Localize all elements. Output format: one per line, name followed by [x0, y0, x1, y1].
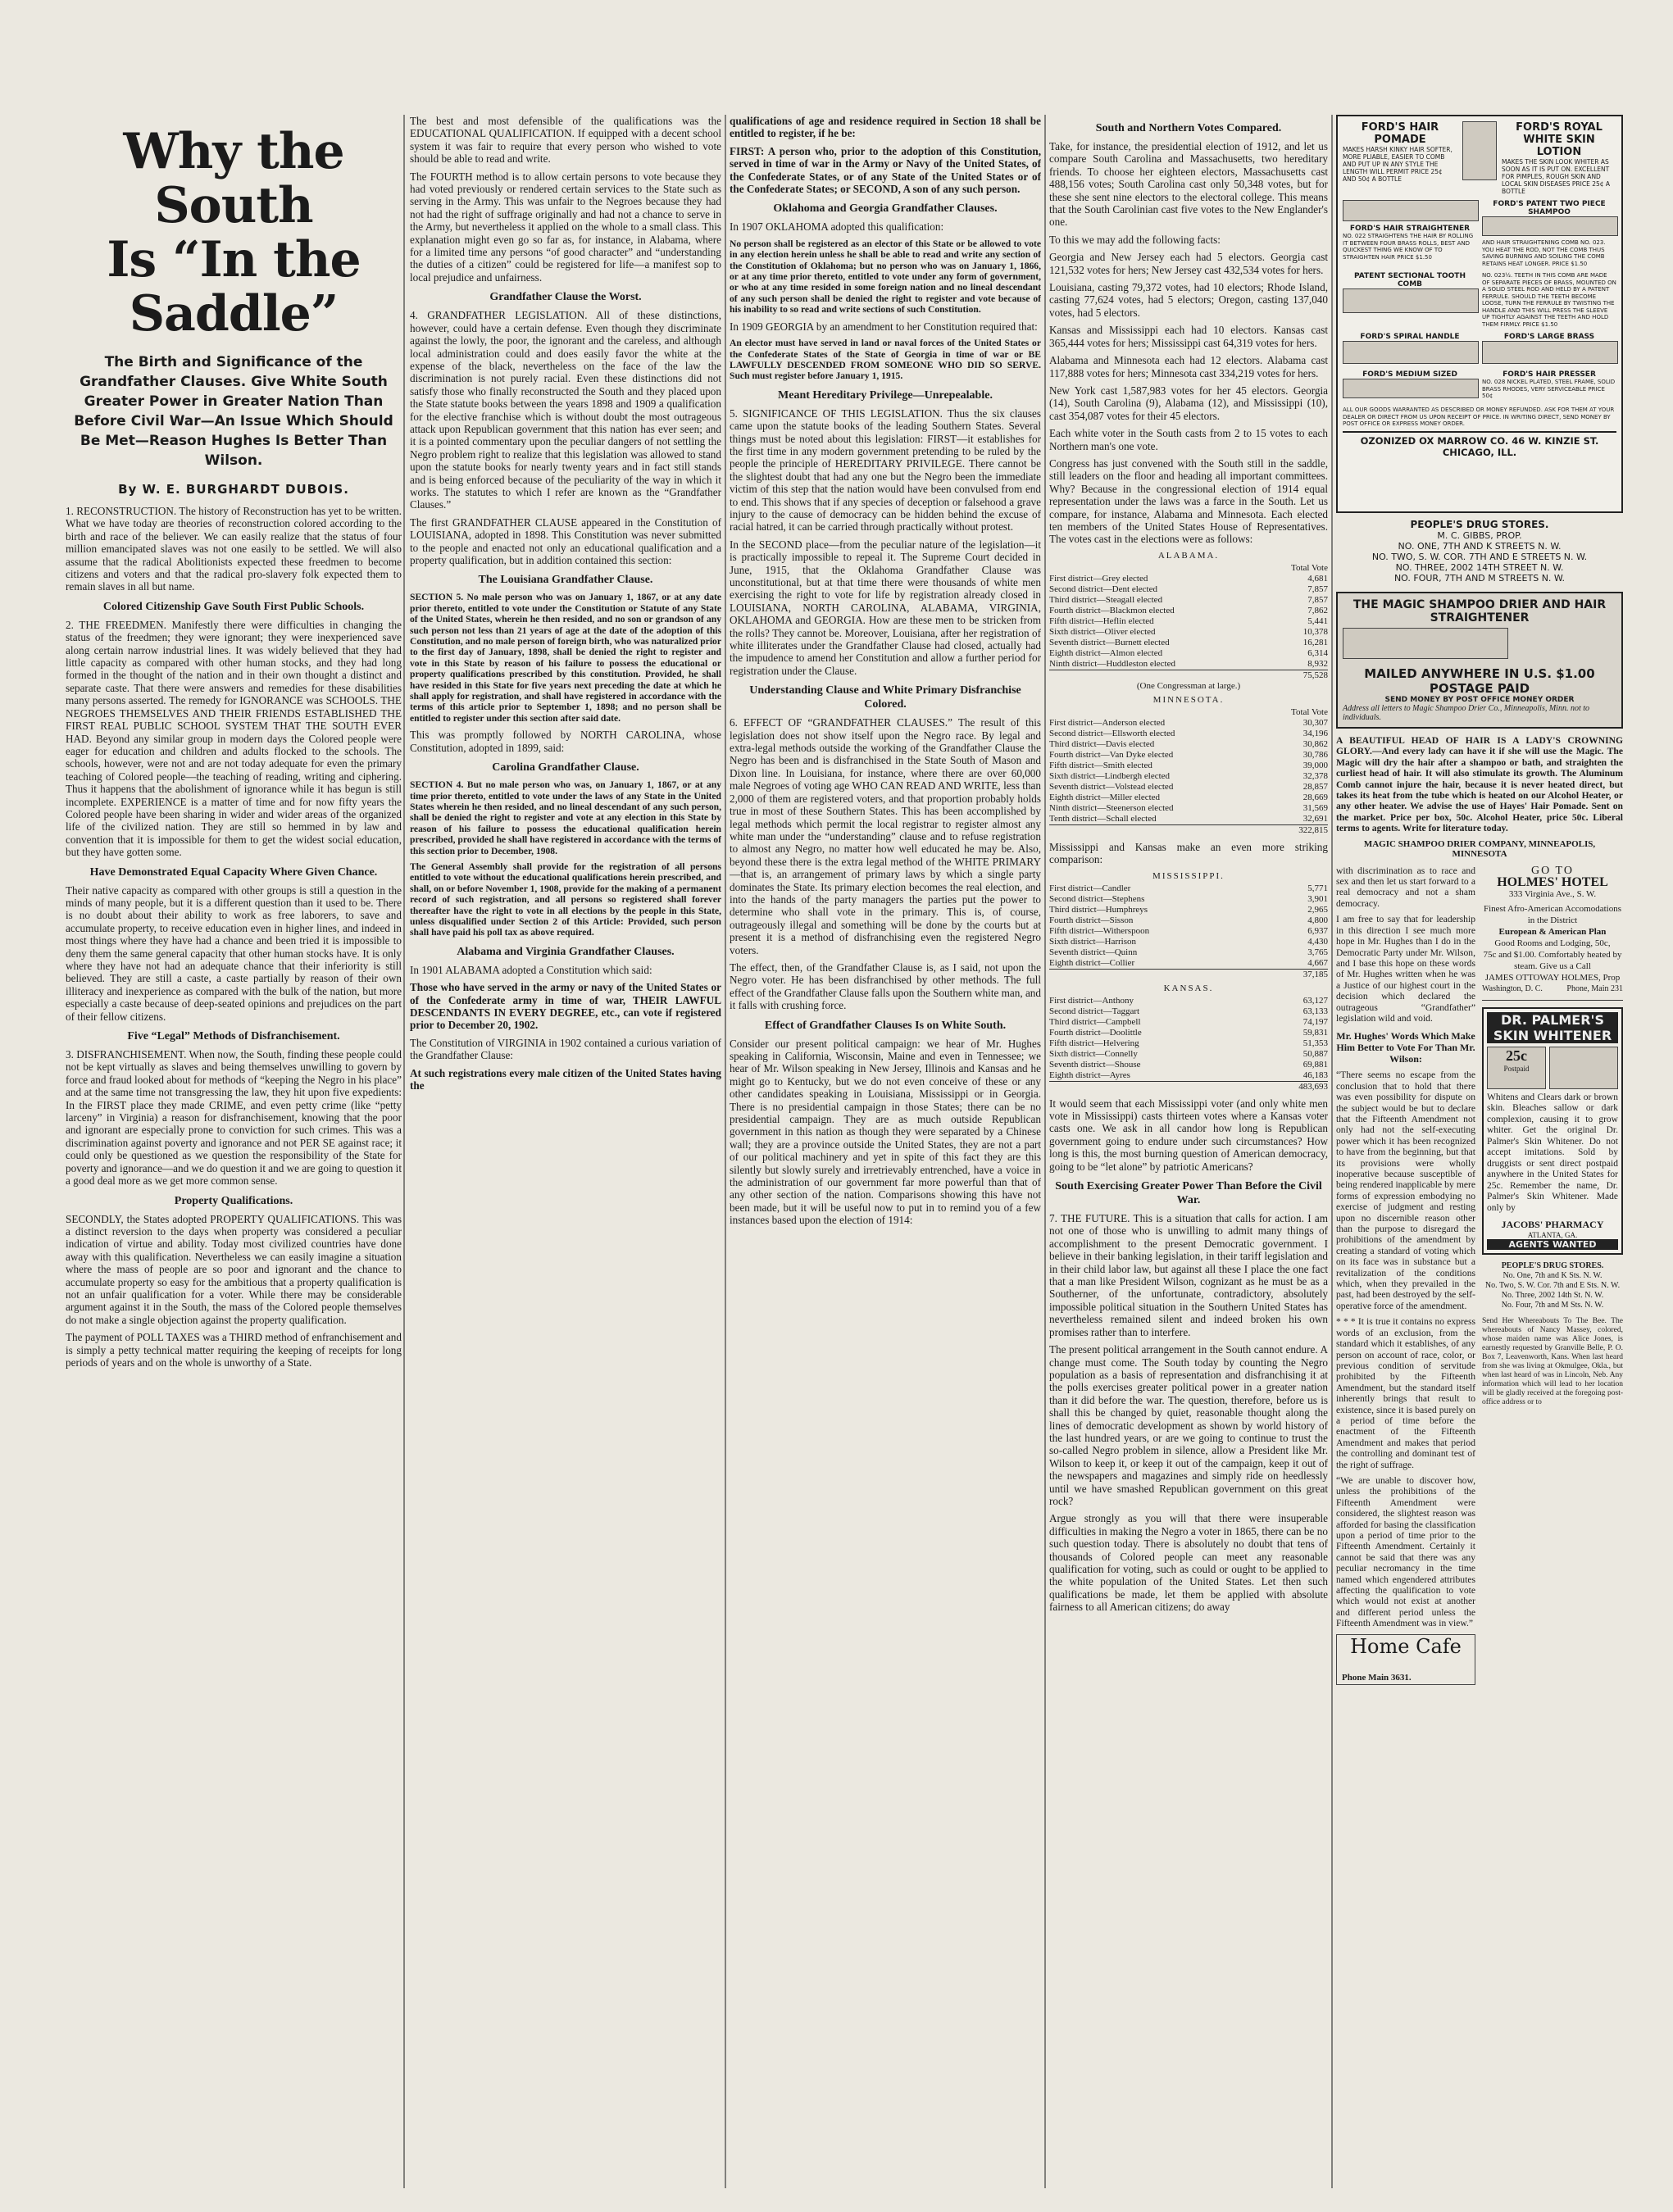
paragraph: FIRST: A person who, prior to the adoption of this Constitution, served in time of war in the Army or Navy of the United States, of the Confederate States, or of any State of the United States or of the Confederate States; or SECOND, A son of any such person.: [730, 144, 1041, 196]
vote-cell: 51,353: [1302, 1038, 1328, 1048]
large-comb-icon: [1482, 341, 1618, 364]
table-row: [1049, 883, 1328, 894]
vote-cell: 34,196: [1302, 728, 1328, 738]
table-header: [1049, 563, 1328, 574]
subhead: Five “Legal” Methods of Disfranchisement.: [127, 1030, 340, 1043]
ad-line: Finest Afro-American Accomodations in the District: [1483, 903, 1622, 925]
district-cell: Ninth district—Huddleston elected: [1049, 658, 1175, 669]
ad-title: PEOPLE'S DRUG STORES.: [1501, 1261, 1604, 1271]
table-col-header: Total Vote: [1291, 562, 1328, 573]
table-row: [1049, 803, 1328, 814]
vote-cell: 30,307: [1302, 717, 1328, 728]
paragraph: In 1901 ALABAMA adopted a Constitution which said:: [410, 963, 652, 976]
product-box-icon: [1549, 1047, 1618, 1089]
hair-straightener-icon: [1343, 200, 1479, 221]
paragraph: It would seem that each Mississippi voter (and only white men vote in Mississippi) casts thirteen votes where a Kansas voter casts one. We ask in all candor how long is Republican government going to endure under such circumstances? How long is this, the most burning question of American democracy, going to be “let alone” by patriotic Americans?: [1049, 1097, 1328, 1173]
paragraph: “There seems no escape from the conclusion that to hold that there was even possibility for dispute on the subject would be but to declare that the Fifteenth Amendment not only had not the self-executing power which it has been recognized to have from the beginning, but that its provisions were wholly inoperative because susceptible of being rendered inapplicable by mere forms of expression embodying no exercise of judgment and resting upon no discernible reason other than the purpose to disregard the prohibitions of the amendment by creating a standard of voting which on its face was in substance but a revitalization of the conditions which, when they prevailed in the past, had been destroyed by the self-operative force of the amendment.: [1336, 1070, 1475, 1311]
table-col-header: Total Vote: [1291, 706, 1328, 717]
vote-cell: 4,667: [1307, 957, 1328, 968]
comb-icon: [1482, 216, 1618, 236]
vote-cell: 6,937: [1307, 925, 1328, 936]
paragraph: The General Assembly shall provide for the registration of all persons entitled to vote without the educational qualifications herein prescribed, and shall, on or before November 1, 1908, provide for the making of a permanent record of such registration, and all persons so registered shall forever thereafter have the right to vote in all elections by the people in this State, unless disqualified under Section 2 of this Article: Provided, such person shall have paid his poll tax as above required.: [410, 861, 721, 938]
table-row: [1049, 761, 1328, 771]
ad-postpaid: Postpaid: [1503, 1064, 1530, 1073]
ad-title: HOLMES' HOTEL: [1497, 874, 1608, 889]
holmes-hotel-ad: [1482, 865, 1623, 1001]
table-row: [1049, 814, 1328, 824]
ad-product-title: FORD'S PATENT TWO PIECE SHAMPOO: [1493, 200, 1606, 216]
paragraph: Kansas and Mississippi each had 10 electors. Kansas cast 365,444 votes for hers; Mississippi cast 64,319 votes for hers.: [1049, 324, 1328, 349]
district-cell: Eighth district—Ayres: [1049, 1070, 1130, 1080]
vote-table-kansas: [1049, 983, 1328, 1092]
paragraph: SECTION 4. But no male person who was, on January 1, 1867, or at any time prior thereto, entitled to vote under the laws of any State in the United States wherein he then resided, and no lineal descendant of any such person, shall be denied the right to register and vote at any election in this State by reason of his failure to possess the educational qualification herein prescribed, provided he shall have registered in accordance with the terms of this section prior to December, 1908.: [410, 779, 721, 856]
table-row: [1049, 937, 1328, 947]
district-cell: Seventh district—Volstead elected: [1049, 781, 1174, 792]
vote-cell: 30,786: [1302, 749, 1328, 760]
vote-table-alabama: [1049, 551, 1328, 692]
table-row: [1049, 894, 1328, 905]
table-row: [1049, 1006, 1328, 1017]
district-cell: Fifth district—Smith elected: [1049, 760, 1152, 770]
table-row: [1049, 739, 1328, 750]
ad-body: Whitens and Clears dark or brown skin. Bleaches sallow or dark complexion, causing it to grow whiter. Get the original Dr. Palmer's Skin Whitener. Do not accept imitations. Sold by druggists or sent direct postpaid anywhere in the United States for 25c. Remember the name, Dr. Palmer's Skin Whitener. Made only by: [1487, 1092, 1618, 1213]
district-cell: Fourth district—Blackmon elected: [1049, 605, 1175, 615]
article-column-4: [1049, 115, 1328, 2180]
table-title: KANSAS.: [1163, 983, 1214, 993]
ads-column: [1336, 115, 1623, 2180]
ad-product-text: AND HAIR STRAIGHTENING COMB NO. 023. YOU HEAT THE ROD, NOT THE COMB THUS SAVING BURNING AND SOILING THE COMB RETAINS HEAT LONGER. PRICE $1.50: [1482, 239, 1606, 267]
vote-cell: 46,183: [1302, 1070, 1328, 1080]
district-cell: Fourth district—Sisson: [1049, 915, 1134, 925]
district-cell: Third district—Campbell: [1049, 1016, 1141, 1027]
subhead: Grandfather Clause the Worst.: [489, 291, 642, 304]
table-total: 37,185: [1049, 969, 1328, 980]
subhead: South Exercising Greater Power Than Before the Civil War.: [1055, 1180, 1322, 1207]
vote-cell: 63,133: [1302, 1006, 1328, 1016]
subhead: Property Qualifications.: [174, 1194, 293, 1207]
district-cell: Fourth district—Van Dyke elected: [1049, 749, 1174, 760]
magic-shampoo-ad: [1336, 592, 1623, 859]
district-cell: First district—Anthony: [1049, 995, 1134, 1006]
paragraph: Louisiana, casting 79,372 votes, had 10 electors; Rhode Island, casting 77,624 votes, had 5 electors; Oregon, casting 137,040 votes, had 5 electors.: [1049, 281, 1328, 319]
ad-footnote: ALL OUR GOODS WARRANTED AS DESCRIBED OR MONEY REFUNDED. ASK FOR THEM AT YOUR DEALER OR DIRECT FROM US UPON RECEIPT OF PRICE. IN WRITING DIRECT, SEND MONEY BY POST OFFICE OR EXPRESS MONEY ORDER.: [1343, 407, 1615, 427]
table-row: [1049, 729, 1328, 739]
table-row: [1049, 793, 1328, 803]
ad-title: THE MAGIC SHAMPOO DRIER AND HAIR STRAIGHTENER: [1352, 598, 1607, 625]
table-row: [1049, 1017, 1328, 1028]
ad-agents: AGENTS WANTED: [1487, 1239, 1618, 1250]
district-cell: Fifth district—Helvering: [1049, 1038, 1139, 1048]
ad-lines: [1336, 541, 1623, 584]
vote-table-mississippi: [1049, 871, 1328, 980]
district-cell: Ninth district—Steenerson elected: [1049, 802, 1174, 813]
table-row: [1049, 915, 1328, 926]
headline: [66, 125, 402, 341]
article-column-3: [730, 115, 1041, 2180]
vote-cell: 4,800: [1307, 915, 1328, 925]
ad-product-text: MAKES HARSH KINKY HAIR SOFTER, MORE PLIABLE, EASIER TO COMB AND PUT UP IN ANY STYLE THE LENGTH WILL PERMIT PRICE 25¢ AND 50¢ A BOTTLE: [1343, 146, 1453, 183]
ad-title: PEOPLE'S DRUG STORES.: [1410, 519, 1549, 530]
ad-line: No. Two, S. W. Cor. 7th and E Sts. N. W.: [1484, 1281, 1621, 1291]
ad-product-text: NO. 028 NICKEL PLATED, STEEL FRAME, SOLID BRASS RHODES, VERY SERVICEABLE PRICE 50¢: [1482, 379, 1616, 399]
table-row: [1049, 958, 1328, 969]
table-row: [1049, 1070, 1328, 1081]
ad-product-text: MAKES THE SKIN LOOK WHITER AS SOON AS IT IS PUT ON. EXCELLENT FOR PIMPLES, ROUGH SKIN AND LOCAL SKIN DISEASES PRICE 25¢ A BOTTLE: [1502, 158, 1611, 195]
ad-product-title: FORD'S MEDIUM SIZED: [1362, 370, 1457, 379]
district-cell: Second district—Stephens: [1049, 893, 1145, 904]
ad-product-title: PATENT SECTIONAL TOOTH COMB: [1354, 272, 1466, 288]
district-cell: Fifth district—Heflin elected: [1049, 615, 1154, 626]
paragraph: To this we may add the following facts:: [1049, 233, 1221, 246]
paragraph: The effect, then, of the Grandfather Clause is, as I said, not upon the Negro voter. He has been disfranchised by other methods. The full effect of the Grandfather Clause falls upon the Southern white man, and it falls with crushing force.: [730, 961, 1041, 1012]
paragraph: 7. THE FUTURE. This is a situation that calls for action. I am not one of those who is unwilling to admit many things of accomplishment to the present Democratic government. I believe in their banking legislation, in their tariff legislation and in their child labor law, but against all these I place the one fact that a man like President Wilson, cognizant as he must be as a Southerner, of the unfortunate, contradictory, absolutely impossible political situation in the Southern United States has nevertheless remained silent and indeed broken his own promises rather than to interfere.: [1049, 1212, 1328, 1338]
paragraph: In 1907 OKLAHOMA adopted this qualification:: [730, 220, 944, 234]
fords-ad: [1336, 115, 1623, 513]
vote-cell: 74,197: [1302, 1016, 1328, 1027]
table-row: [1049, 1060, 1328, 1070]
ad-body: A BEAUTIFUL HEAD OF HAIR IS A LADY'S CROWNING GLORY.—And every lady can have it if she will use the Magic. The Magic will dry the hair after a shampoo or bath, and straighten the curliest head of hair. It will also stimulate its growth. The Aluminum Comb cannot injure the hair, because it is never heated direct, but takes its heat from the tube which is heated on our Alcohol Heater, or any other heater. We advise the use of Hayes' Hair Pomade. Sent on the market. Price per box, 50c. Alcohol Heater, price 50c. Liberal terms to agents. Write for literature today.: [1336, 735, 1623, 834]
vote-cell: 31,569: [1302, 802, 1328, 813]
column-rule: [403, 115, 405, 2188]
table-row: [1049, 638, 1328, 648]
table-row: [1049, 718, 1328, 729]
table-row: [1049, 996, 1328, 1006]
ad-line: Good Rooms and Lodging, 50c,: [1494, 938, 1611, 948]
ad-line: NO. THREE, 2002 14TH STREET N. W.: [1395, 562, 1564, 573]
paragraph: SECTION 5. No male person who was on January 1, 1867, or at any date prior thereto, entitled to vote under the Constitution or Statute of any State of the United States, wherein he then resided, and no son or grandson of any such person not less than 21 years of age at the date of the adoption of this Constitution, and no male person of foreign birth, who was naturalized prior to the first day of January, 1898, shall be denied the right to register and vote in this State by reason of his failure to possess the educational or property qualifications prescribed by this constitution. Provided, he shall have resided in this State for five years next preceding the date at which he shall apply for registration, and shall have registered in accordance with the terms of this article prior to September 1, 1898; and no person shall be entitled to register under this section after said date.: [410, 592, 721, 724]
vote-cell: 4,681: [1307, 573, 1328, 584]
ad-phone: Phone, Main 231: [1566, 983, 1623, 993]
ad-lines: [1482, 1271, 1623, 1310]
headline-line-1: Why the South: [123, 123, 344, 234]
district-cell: Sixth district—Connelly: [1049, 1048, 1138, 1059]
notice-text: Send Her Whereabouts To The Bee. The whereabouts of Nancy Massey, colored, whose maiden name was Alice Jones, is earnestly requested by Granville Belle, P. O. Box 7, Leavenworth, Kans. When last heard from she was living at Okmulgee, Okla., but when last heard of was in Lincoln, Neb. Any information which will lead to her location will be gladly received at the foregoing post-office address or to: [1482, 1317, 1623, 1407]
vote-cell: 7,862: [1307, 605, 1328, 615]
vote-cell: 28,669: [1302, 792, 1328, 802]
paragraph: I am free to say that for leadership in this direction I see much more hope in Mr. Hughes than I do in the Democratic Party under Mr. Wilson, and I base this hope on these words of Mr. Hughes written when he was a Justice of our highest court in the decision which declared the outrageous “Grandfather” legislation wild and void.: [1336, 914, 1475, 1024]
table-row: [1049, 1028, 1328, 1038]
peoples-drug-ad-2: [1482, 1261, 1623, 1310]
ad-product-title: FORD'S HAIR PRESSER: [1503, 370, 1596, 379]
paragraph: Take, for instance, the presidential election of 1912, and let us compare South Carolina and Massachusetts, two hereditary friends. To choose her eighteen electors, Massachusetts cast 488,156 votes; South Carolina cast only 50,348 votes, but for these she sent nine electors to the electoral college. This means that the South Carolinian cast five votes to the New Englander's one.: [1049, 140, 1328, 229]
table-row: [1049, 750, 1328, 761]
medium-comb-icon: [1343, 379, 1479, 398]
table-row: [1049, 1038, 1328, 1049]
ad-city: Washington, D. C.: [1482, 983, 1543, 993]
ad-send: SEND MONEY BY POST OFFICE MONEY ORDER: [1384, 696, 1575, 704]
paragraph: qualifications of age and residence required in Section 18 shall be entitled to register, if he be:: [730, 115, 1041, 140]
paragraph: New York cast 1,587,983 votes for her 45 electors. Georgia (14), South Carolina (9), Alabama (12), and Mississippi (10), cast 354,087 votes for their 45 electors.: [1049, 384, 1328, 422]
subhead: Alabama and Virginia Grandfather Clauses.: [457, 945, 675, 958]
vote-cell: 10,378: [1302, 626, 1328, 637]
district-cell: Second district—Ellsworth elected: [1049, 728, 1175, 738]
vote-cell: 4,430: [1307, 936, 1328, 947]
article-continuation: [1336, 865, 1475, 1685]
ad-company: OZONIZED OX MARROW CO. 46 W. KINZIE ST. CHICAGO, ILL.: [1343, 431, 1616, 458]
vote-cell: 39,000: [1302, 760, 1328, 770]
article-column-2: [410, 115, 721, 2180]
table-row: [1049, 947, 1328, 958]
district-cell: Sixth district—Lindbergh elected: [1049, 770, 1171, 781]
paragraph: The present political arrangement in the South cannot endure. A change must come. The South today by counting the Negro population as a basis of representation and disfranchising it at the polls exercises greater political power in a greater nation than it did before the war. The question, therefore, before us is shall this be changed by quiet, reasonable thought along the lines of democratic development as shown by world history of the last hundred years, or are we going to continue to trust the so-called Negro problem in silence, allow a President like Mr. Wilson to keep it, or keep it out of the campaign, keep it out of the newspapers and magazines and simply ride on heedlessly until we have smashed Republican government on this great rock?: [1049, 1343, 1328, 1507]
ads-subcolumn: [1482, 865, 1623, 1685]
ad-product-title: FORD'S HAIR POMADE: [1361, 121, 1439, 146]
paragraph: 6. EFFECT OF “GRANDFATHER CLAUSES.” The result of this legislation does not show itself upon the Negro race. By legal and extra-legal methods outside the working of the Grandfather Clause the Negro has been and is disfranchised in the State South of Mason and Dixon line. In Louisiana, for instance, where there are over 60,000 male Negroes of voting age WHO CAN READ AND WRITE, less than 2,000 of them are registered voters, and that proportion probably holds true in most of these Southern States. This has been accomplished by legal methods which permit the local registrar to register almost any white man under the “understanding” clause and to refuse registration to almost any Negro, no matter how well educated he may be. Also, beyond these there is the extra legal method of the WHITE PRIMARY—that is, an arrangement of primary laws by which a single party dominates the State. Its primary election becomes the real election, and into the hands of the party managers the parties put the power to determine who shall vote in the primary. This is, of course, outrageously illegal and something will be done by the courts but at present it is a method of disfranchising even the registered Negro voters.: [730, 716, 1041, 956]
subhead: South and Northern Votes Compared.: [1095, 122, 1282, 134]
vote-table-minnesota: [1049, 695, 1328, 836]
ad-address: Address all letters to Magic Shampoo Drier Co., Minneapolis, Minn. not to individuals.: [1343, 704, 1590, 722]
district-cell: Second district—Taggart: [1049, 1006, 1140, 1016]
paragraph: with discrimination as to race and sex and then let us start forward to a real democracy and not a sham democracy.: [1336, 865, 1475, 909]
paragraph: “We are unable to discover how, unless the prohibitions of the Fifteenth Amendment were considered, the slightest reason was afforded for basing the classification upon a period of time prior to the Fifteenth Amendment. Certainly it cannot be said that there was any peculiar necromancy in the time named which engendered attributes affecting the qualification to vote which would not exist at another and different period unless the Fifteenth Amendment was in view.”: [1336, 1474, 1475, 1629]
ad-title: Home Cafe: [1350, 1634, 1462, 1658]
district-cell: Second district—Dent elected: [1049, 584, 1157, 594]
subhead: Have Demonstrated Equal Capacity Where Given Chance.: [89, 865, 378, 879]
ad-line: No. One, 7th and K Sts. N. W.: [1503, 1271, 1603, 1281]
ad-price: MAILED ANYWHERE IN U.S. $1.00 POSTAGE PAID: [1364, 666, 1595, 696]
vote-cell: 32,378: [1302, 770, 1328, 781]
paragraph: Argue strongly as you will that there were insuperable difficulties in making the Negro a voter in 1865, there can be no such question today. There is absolutely no doubt that tens of thousands of Colored people can meet any reasonable qualification for voting, such as could or ought to be applied to the white population of the United States. Let then such qualifications be made, let them be applied with absolute fairness to all American citizens; do away: [1049, 1512, 1328, 1614]
pomade-jar-icon: [1462, 121, 1497, 180]
column-rule: [1044, 115, 1046, 2188]
palmer-skin-whitener-ad: [1482, 1007, 1623, 1256]
paragraph: 5. SIGNIFICANCE OF THIS LEGISLATION. Thus the six clauses came upon the statute books of the leading Southern States. Several things must be noted about this legislation: FIRST—it establishes for the first time in any modern government pretending to be ruled by the people the principle of HEREDITARY PRIVILEGE. There cannot be the slightest doubt that had any one but the Negro been the immediate victim of this step that the nation would have been convulsed from end to end. This shows that if any species of deception or falsehood a grave injury to the cause of democracy can be hidden behind the excuse of racial hatred, it can be carried through practically without protest.: [730, 407, 1041, 534]
peoples-drug-ad-1: [1336, 520, 1623, 584]
table-title: MISSISSIPPI.: [1152, 870, 1225, 881]
home-cafe-ad: [1336, 1634, 1475, 1685]
table-row: [1049, 606, 1328, 616]
ad-goto: GO TO: [1531, 864, 1574, 877]
ad-product-title: FORD'S SPIRAL HANDLE: [1360, 333, 1460, 341]
ad-product-text: NO. 023½. TEETH IN THIS COMB ARE MADE OF SEPARATE PIECES OF BRASS, MOUNTED ON A SOLID STEEL ROD AND HELD BY A PATENT FERRULE. SHOULD THE TEETH BECOME LOOSE, TURN THE FERRULE BY TWISTING THE HANDLE AND THIS WILL PRESS THE SLEEVE UP TIGHTLY AGAINST THE TEETH AND HOLD THEM FIRMLY. PRICE $1.50: [1482, 272, 1616, 328]
paragraph: Congress has just convened with the South still in the saddle, still leaders on the floor and heading all important committees. Why? Because in the congressional election of 1914 equal representation under the laws was a farce in the South. Let us compare, for instance, Alabama and Minnesota. Each elected ten members of the United States House of Representatives. The votes cast in the elections were as follows:: [1049, 456, 1328, 546]
district-cell: Tenth district—Schall elected: [1049, 813, 1157, 824]
table-title: MINNESOTA.: [1152, 694, 1225, 705]
paragraph: In the SECOND place—from the peculiar nature of the legislation—it is practically impossible to repeal it. The Supreme Court decided in June, 1915, that the Oklahoma Grandfather Clause was unconstitutional, but at that time there were thousands of white men exercising the right to vote for life by registration already closed in LOUISIANA, NORTH CAROLINA, ALABAMA, VIRGINIA, OKLAHOMA and GEORGIA. How are these men to be stricken from the rolls? They cannot be. Moreover, Louisiana, after her registration of white illiterates under the Grandfather Clause had closed, actually had the impudence to amend her Constitution and allow a further period for registration under the Clause.: [730, 538, 1041, 677]
vote-cell: 28,857: [1302, 781, 1328, 792]
ad-owner: M. C. GIBBS, PROP.: [1437, 530, 1522, 541]
paragraph: No person shall be registered as an elector of this State or be allowed to vote in any election herein unless he shall be able to read and write any section of the Constitution of Oklahoma; but no person who was on January 1, 1866, or at any time prior thereto, entitled to vote under any form of government, or who at any time resided in some foreign nation and no lineal descendant of any such person shall be denied the right to register and vote because of his inability to so read and write sections of such Constitution.: [730, 238, 1041, 316]
ad-line: NO. TWO, S. W. COR. 7TH AND E STREETS N. W.: [1371, 552, 1588, 562]
subhead: Colored Citizenship Gave South First Public Schools.: [102, 600, 365, 613]
table-row: [1049, 616, 1328, 627]
column-rule: [725, 115, 726, 2188]
ad-maker: JACOBS' PHARMACY: [1501, 1219, 1604, 1231]
paragraph: SECONDLY, the States adopted PROPERTY QUALIFICATIONS. This was a distinct reversion to the days when property was considered a peculiar indication of virtue and ability. Today most civilized countries have done away with this qualification. Nevertheless we can easily imagine a situation where the mass of people are so poor and ignorant and the chance to accumulate property so easy for the ambitious that a property qualification is not an unfair qualification for a voter. While there may be considerable argument against it in the South, the mass of the Colored people themselves do not make a single objection against the property qualification.: [66, 1212, 402, 1326]
paragraph: 3. DISFRANCHISEMENT. When now, the South, finding these people could not be kept virtually as slaves and being themselves unwilling to govern by force and fraud looked about for methods of “keeping the Negro in his place” and at the same time not transgressing the law, they hit upon five expedients: In the FIRST place they made CRIME, and even petty crime (like “petty larceny” in Virginia) a reason for disfranchisement, knowing that the poor and ignorant are especially prone to conviction for such crimes. This was a discrimination against poverty and ignorance and not PER SE against race; it could only be questioned as we question the responsibility of the State for poverty and ignorance—and we do question it and we are going to question it a good deal more as we get more common sense.: [66, 1048, 402, 1188]
paragraph: Each white voter in the South casts from 2 to 15 votes to each Northern man's one vote.: [1049, 427, 1328, 452]
table-row: [1049, 926, 1328, 937]
district-cell: Eighth district—Miller elected: [1049, 792, 1161, 802]
district-cell: Seventh district—Shouse: [1049, 1059, 1141, 1070]
paragraph: Their native capacity as compared with other groups is still a question in the minds of many people, but it is a different question than it used to be. There is no doubt about their ability to work as free laborers, to save and accumulate property, to receive education even in higher lines, and indeed in most things where they have had a chance and been tried it is impossible to deny them the same general capacity that other human stocks have. It is only where they have not had an adequate chance that their inferiority is still believed. They are still a caste, a caste partially by reason of their own illiteracy and inexperience as compared with the bulk of the nation, but more especially a caste because of deep-seated opinions and prejudices on the part of their fellow citizens.: [66, 883, 402, 1023]
ad-price: 25c: [1506, 1047, 1527, 1064]
ad-product-title: FORD'S LARGE BRASS: [1503, 333, 1595, 341]
vote-cell: 8,932: [1307, 658, 1328, 669]
table-row: [1049, 584, 1328, 595]
price-badge: [1487, 1047, 1546, 1089]
table-row: [1049, 595, 1328, 606]
ad-company: MAGIC SHAMPOO DRIER COMPANY, MINNEAPOLIS, MINNESOTA: [1363, 838, 1596, 859]
tooth-comb-icon: [1343, 288, 1479, 313]
ad-phone: Phone Main 3631.: [1342, 1672, 1412, 1683]
paragraph: This was promptly followed by NORTH CAROLINA, whose Constitution, adopted in 1899, said:: [410, 729, 721, 754]
spiral-comb-icon: [1343, 341, 1479, 364]
district-cell: Eighth district—Almon elected: [1049, 647, 1163, 658]
subhead: Mr. Hughes' Words Which Make Him Better to Vote For Than Mr. Wilson:: [1336, 1030, 1475, 1065]
table-header: [1049, 707, 1328, 718]
article-column-1: [66, 115, 402, 2180]
subhead: Carolina Grandfather Clause.: [492, 761, 639, 774]
table-row: [1049, 771, 1328, 782]
ad-city: ATLANTA, GA.: [1527, 1231, 1578, 1240]
headline-line-2: Is “In the Saddle”: [107, 231, 361, 343]
district-cell: Seventh district—Burnett elected: [1049, 637, 1170, 647]
paragraph: The payment of POLL TAXES was a THIRD method of enfranchisement and is simply a petty technical matter requiring the keeping of receipts for long periods of years and on the whole is unworthy of a State.: [66, 1331, 402, 1369]
district-cell: Eighth district—Collier: [1049, 957, 1135, 968]
vote-cell: 59,831: [1302, 1027, 1328, 1038]
paragraph: Mississippi and Kansas make an even more striking comparison:: [1049, 840, 1328, 866]
table-row: [1049, 648, 1328, 659]
ad-line: NO. FOUR, 7TH AND M STREETS N. W.: [1393, 573, 1566, 584]
district-cell: Third district—Humphreys: [1049, 904, 1148, 915]
vote-cell: 3,765: [1307, 947, 1328, 957]
table-row: [1049, 627, 1328, 638]
vote-cell: 5,771: [1307, 883, 1328, 893]
paragraph: The first GRANDFATHER CLAUSE appeared in the Constitution of LOUISIANA, adopted in 1898. This Constitution was never submitted to the people and enacted not only an educational qualification and a property qualification, but in addition contained this section:: [410, 516, 721, 566]
ad-title: DR. PALMER'S SKIN WHITENER: [1487, 1012, 1618, 1043]
table-row: [1049, 574, 1328, 584]
ad-product-text: NO. 022 STRAIGHTENS THE HAIR BY ROLLING IT BETWEEN FOUR BRASS ROLLS, BEST AND QUICKEST THING WE KNOW OF TO STRAIGHTEN HAIR PRICE $1.50: [1343, 233, 1474, 261]
table-row: [1049, 905, 1328, 915]
deck: The Birth and Significance of the Grandfather Clauses. Give White South Greater Power in Greater Nation Than Before Civil War—An Issue Which Should Be Met—Reason Hughes Is Better Than Wilson.: [74, 354, 393, 469]
district-cell: Fourth district—Doolittle: [1049, 1027, 1142, 1038]
table-row: [1049, 782, 1328, 793]
table-total: 75,528: [1049, 670, 1328, 681]
paragraph: * * * It is true it contains no express words of an exclusion, from the standard which it establishes, of any person on account of race, color, or previous condition of servitude prohibited by the Fifteenth Amendment, but the standard itself inherently brings that result to existence, since it is based purely on a period of time before the enactment of the Fifteenth Amendment and makes that period the controlling and dominant test of the right of suffrage.: [1336, 1316, 1475, 1470]
paragraph: Consider our present political campaign: we hear of Mr. Hughes speaking in California, Wisconsin, Maine and even in Tennessee; we hear of Mr. Wilson speaking in New Jersey, Illinois and Kansas and he might go to Kentucky, but we do not even conceive of these or any other candidates speaking in Louisiana, Mississippi or in Georgia. There is no presidential campaign in those States; there can be no presidential campaign. They are as much outside Republican government in this nation as though they were separated by a Chinese wall; they are a province outside the United States, they are not a part of our political machinery and yet in spite of this fact they are this silently but slowly surely and irretrievably entrenched, have a voice in the administration of our government far more powerful than that of any other section of the nation. Comparisons showing this have not been made, but it will be useful now to put in to remind you of a few instances based upon the election of 1914:: [730, 1037, 1041, 1227]
vote-cell: 30,862: [1302, 738, 1328, 749]
paragraph: At such registrations every male citizen of the United States having the: [410, 1066, 721, 1092]
vote-cell: 3,901: [1307, 893, 1328, 904]
paragraph: Those who have served in the army or navy of the United States or of the Confederate army in time of war, THEIR LAWFUL DESCENDANTS IN EVERY DEGREE, etc., can vote if registered prior to December 20, 1902.: [410, 981, 721, 1032]
district-cell: Third district—Davis elected: [1049, 738, 1155, 749]
byline: By W. E. BURGHARDT DUBOIS.: [118, 482, 349, 497]
subhead: Meant Hereditary Privilege—Unrepealable.: [778, 388, 993, 402]
vote-cell: 69,881: [1302, 1059, 1328, 1070]
table-title: ALABAMA.: [1157, 550, 1220, 561]
district-cell: Sixth district—Harrison: [1049, 936, 1137, 947]
vote-cell: 5,441: [1307, 615, 1328, 626]
vote-cell: 16,281: [1302, 637, 1328, 647]
district-cell: First district—Grey elected: [1049, 573, 1148, 584]
ad-product-title: FORD'S HAIR STRAIGHTENER: [1349, 225, 1471, 233]
magic-comb-icon: [1343, 628, 1508, 659]
table-row: [1049, 1049, 1328, 1060]
paragraph: Georgia and New Jersey each had 5 electors. Georgia cast 121,532 votes for hers; New Jersey cast 432,534 votes for hers.: [1049, 251, 1328, 276]
paragraph: 4. GRANDFATHER LEGISLATION. All of these distinctions, however, could have a certain defense. Even though they discriminate against the lowly, the poor, the ignorant and the careless, and although local administration could and does easily favor the white at the expense of the black, nevertheless on the face of the law the discrimination is not purely racial. Even these distinctions did not satisfy those who finally reconstructed the South and they placed upon the State statute books between the years 1898 and 1909 a qualification for the elective franchise which is without doubt the most outrageous attack upon Republican government that this nation has ever seen; and it is a pointed commentary upon the peculiar dangers of not settling the Negro problem right to realize that this legislation was allowed to stand upon the statute books for nearly twenty years and in fact still stands and is being enforced because of the peculiarity of the way in which it works. The statutes to which I refer are known as the “Grandfather Clauses.”: [410, 309, 721, 511]
subhead: The Louisiana Grandfather Clause.: [478, 574, 653, 587]
paragraph: The best and most defensible of the qualifications was the EDUCATIONAL QUALIFICATION. If equipped with a decent school system it was fair to require that every person who wished to vote should be able to read and write.: [410, 115, 721, 166]
ad-line: 75c and $1.00. Comfortably heated by steam. Give us a Call: [1483, 949, 1622, 971]
vote-cell: 50,887: [1302, 1048, 1328, 1059]
vote-cell: 32,691: [1302, 813, 1328, 824]
table-row: [1049, 659, 1328, 670]
district-cell: First district—Anderson elected: [1049, 717, 1166, 728]
paragraph: An elector must have served in land or naval forces of the United States or the Confederate States of the State of Georgia in time of war or BE LAWFULLY DESCENDED FROM SOMEONE WHO DID SO SERVE. Such must register before January 1, 1915.: [730, 338, 1041, 382]
ad-line: European & American Plan: [1498, 926, 1607, 937]
district-cell: Sixth district—Oliver elected: [1049, 626, 1156, 637]
paragraph: The Constitution of VIRGINIA in 1902 contained a curious variation of the Grandfather Clause:: [410, 1036, 721, 1062]
ad-line: No. Three, 2002 14th St. N. W.: [1501, 1291, 1604, 1301]
table-total: 322,815: [1049, 824, 1328, 836]
ad-line: NO. ONE, 7TH AND K STREETS N. W.: [1398, 541, 1562, 552]
ad-product-title: FORD'S ROYAL WHITE SKIN LOTION: [1516, 121, 1603, 158]
table-note: (One Congressman at large.): [1136, 680, 1241, 691]
paragraph: Alabama and Minnesota each had 12 electors. Alabama cast 117,888 votes for hers; Minnesota cast 334,219 votes for hers.: [1049, 354, 1328, 379]
ad-line: No. Four, 7th and M Sts. N. W.: [1501, 1301, 1604, 1310]
table-total: 483,693: [1049, 1081, 1328, 1092]
vote-cell: 7,857: [1307, 584, 1328, 594]
subhead: Oklahoma and Georgia Grandfather Clauses.: [773, 202, 998, 216]
subhead: Effect of Grandfather Clauses Is on White South.: [764, 1019, 1007, 1032]
paragraph: The FOURTH method is to allow certain persons to vote because they had voted previously or rendered certain services to the State such as serving in the Army. This was unfair to the Negroes because they had not had the right of suffrage originally and had not a chance to serve in the Army, but nevertheless it applied on the whole to a small class. This explanation might even go so far as, for instance, in Alabama, where for a limited time any persons “of good character” and “understanding the duties of a citizen” could be registered for life—a manifest sop to local prejudice and unfairness.: [410, 170, 721, 284]
column-rule: [1331, 115, 1333, 2188]
vote-cell: 7,857: [1307, 594, 1328, 605]
vote-cell: 2,965: [1307, 904, 1328, 915]
district-cell: Seventh district—Quinn: [1049, 947, 1138, 957]
district-cell: First district—Candler: [1049, 883, 1131, 893]
ad-address: 333 Virginia Ave., S. W.: [1508, 888, 1597, 899]
vote-cell: 63,127: [1302, 995, 1328, 1006]
paragraph: 1. RECONSTRUCTION. The history of Reconstruction has yet to be written. What we have today are theories of reconstruction colored according to the birth and race of the believer. We can easily realize that the status of four million emancipated slaves was not one easily to be settled. We will also assume that the radical Abolitionists expected these freedmen to become citizens and voters and that the radical pro-slavery folk expected them to remain slaves in all but name.: [66, 505, 402, 593]
district-cell: Fifth district—Witherspoon: [1049, 925, 1150, 936]
district-cell: Third district—Steagall elected: [1049, 594, 1163, 605]
paragraph: In 1909 GEORGIA by an amendment to her Constitution required that:: [730, 320, 1038, 333]
paragraph: 2. THE FREEDMEN. Manifestly there were difficulties in changing the status of the freedmen; they were ignorant; they were inexperienced save along certain narrow industrial lines. It was widely believed that they had little capacity as compared with other human stocks, and they had long formed in the thought of the nation and in their own thought a distinct and separate caste. That there were answers and remedies for these disabilities many persons asserted. The remedy for IGNORANCE was SCHOOLS. THE NEGROES THEMSELVES AND THEIR FRIENDS ESTABLISHED THE FIRST REAL PUBLIC SCHOOL SYSTEM THAT THE SOUTH EVER HAD. Beyond any similar group in modern days the Colored people were eager for education and children and adults flocked to the schools. The schools, however, were not and are not today adequate for even the primary teaching of Colored people—the teaching of reading, writing and ciphering. Thus it happens that the abolishment of ignorance while it has begun is still incomplete. EXPERIENCE is a matter of time and for now fifty years the Colored people have been sharing in wider and wider areas of the organized life of the civilized nation. They are still so hemmed in by law and convention that it is impossible for them to get the widest social education, but they have gotten some.: [66, 618, 402, 859]
ad-line: JAMES OTTOWAY HOLMES, Prop: [1484, 972, 1621, 983]
vote-cell: 6,314: [1307, 647, 1328, 658]
subhead: Understanding Clause and White Primary Disfranchise Colored.: [749, 684, 1021, 711]
